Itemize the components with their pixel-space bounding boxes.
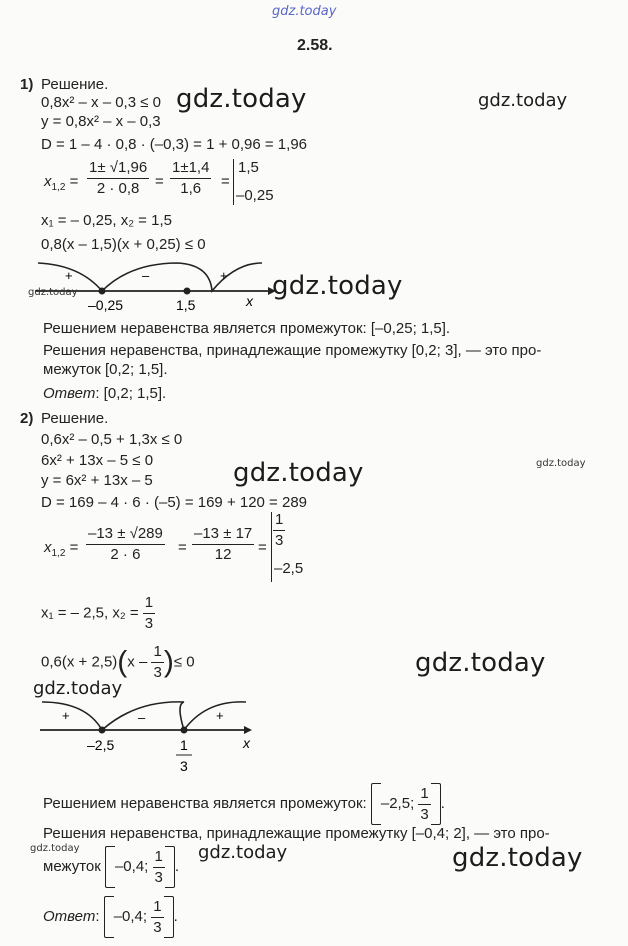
- part1-function: y = 0,8x² – x – 0,3: [41, 113, 161, 130]
- part2-solution-label: Решение.: [41, 410, 109, 427]
- part2-axis-arrow: [244, 726, 252, 734]
- part2-solution-line: Решением неравенства является промежуток: –2,5; $\frac{1}{3}$ .: [43, 783, 445, 825]
- part2-number-line: [36, 692, 266, 780]
- part2-subset-line-2: межуток –0,4; $\frac{1}{3}$ .: [43, 846, 179, 888]
- part1-number-line: [30, 255, 280, 313]
- part1-sign-2: –: [142, 268, 150, 283]
- part2-point-b-num: 1: [180, 737, 188, 753]
- part2-subset-line-1: Решения неравенства, принадлежащие промежутку [–0,4; 2], — это про-: [43, 825, 550, 842]
- part2-inequality-2: 6x² + 13x – 5 ≤ 0: [41, 452, 154, 469]
- part2-answer: Ответ: –0,4; $\frac{1}{3}$ .: [43, 896, 178, 938]
- part2-equals: =: [178, 539, 187, 556]
- part1-solution-label: Решение.: [41, 76, 109, 93]
- watermark-1: gdz.today: [176, 84, 307, 114]
- part1-sign-1: +: [65, 268, 73, 283]
- watermark-5: gdz.today: [233, 458, 364, 488]
- part2-fraction-1: $\frac{-13 \pm √289}{2 \cdot 6}$: [88, 525, 163, 563]
- part1-x12: $x_{1,2}$ =: [44, 173, 79, 193]
- part1-solution-line: Решением неравенства является промежуток: [–0,25; 1,5].: [43, 320, 451, 337]
- part1-root-a: 1,5: [238, 159, 259, 176]
- part2-axis-var: x: [243, 735, 250, 751]
- part2-x12: $x_{1,2}$ =: [44, 539, 79, 559]
- part1-root-b: –0,25: [236, 187, 274, 204]
- part2-root-b: –2,5: [274, 560, 304, 577]
- part2-discriminant: D = 169 – 4 · 6 · (–5) = 169 + 120 = 289: [41, 494, 308, 511]
- part1-point-b: [184, 288, 191, 295]
- part2-function: y = 6x² + 13x – 5: [41, 472, 153, 489]
- watermark-4: gdz.today: [28, 287, 78, 298]
- part2-point-b-den: 3: [180, 758, 188, 774]
- part1-equals: =: [155, 173, 164, 190]
- part2-number: 2): [20, 410, 34, 427]
- part1-subset-line-2: межуток [0,2; 1,5].: [43, 361, 168, 378]
- watermark-3: gdz.today: [272, 271, 403, 301]
- part1-point-a: [99, 288, 106, 295]
- part2-factored: 0,6(x + 2,5)(x – $\frac{1}{3}$ )≤ 0: [41, 643, 195, 681]
- part1-number: 1): [20, 76, 34, 93]
- part2-roots: x₁ = – 2,5, x₂ = $\frac{1}{3}$: [41, 594, 154, 632]
- watermark-10: gdz.today: [198, 842, 288, 863]
- part1-fraction-1: $\frac{1\pm √1,96}{2 \cdot 0,8}$: [89, 159, 148, 197]
- exercise-title: 2.58.: [297, 37, 333, 54]
- part2-point-a: [99, 727, 106, 734]
- part1-equals-2: =: [221, 173, 230, 190]
- part1-sign-3: +: [220, 268, 228, 283]
- part2-sign-3: +: [216, 708, 224, 723]
- part1-inequality: 0,8x² – x – 0,3 ≤ 0: [41, 94, 161, 111]
- part1-root-brace: [233, 159, 234, 205]
- part1-discriminant: D = 1 – 4 · 0,8 · (–0,3) = 1 + 0,96 = 1,96: [41, 136, 308, 153]
- part1-answer: Ответ: [0,2; 1,5].: [43, 385, 167, 402]
- part2-equals-2: =: [258, 539, 267, 556]
- part2-sign-1: +: [62, 708, 70, 723]
- part2-root-brace: [271, 512, 272, 582]
- part1-subset-line-1: Решения неравенства, принадлежащие промежутку [0,2; 3], — это про-: [43, 342, 542, 359]
- watermark-top: gdz.today: [272, 4, 337, 19]
- part2-sign-2: –: [138, 710, 146, 725]
- part1-factored: 0,8(x – 1,5)(x + 0,25) ≤ 0: [41, 236, 206, 253]
- part1-fraction-2: $\frac{1\pm 1,4}{1,6}$: [172, 159, 210, 197]
- watermark-2: gdz.today: [478, 90, 568, 111]
- part2-point-a-label: –2,5: [87, 737, 115, 753]
- watermark-9: gdz.today: [30, 843, 80, 854]
- part2-root-a: $\frac{1}{3}$: [275, 511, 284, 549]
- part1-roots: x₁ = – 0,25, x₂ = 1,5: [41, 212, 172, 229]
- part1-point-b-label: 1,5: [176, 297, 196, 313]
- part2-point-b: [181, 727, 188, 734]
- part2-inequality-1: 0,6x² – 0,5 + 1,3x ≤ 0: [41, 431, 183, 448]
- part2-fraction-2: $\frac{-13 \pm 17}{12}$: [194, 525, 253, 563]
- watermark-8: gdz.today: [33, 678, 123, 699]
- watermark-6: gdz.today: [536, 458, 586, 469]
- watermark-11: gdz.today: [452, 843, 583, 873]
- part1-axis-var: x: [246, 293, 253, 309]
- part1-point-a-label: –0,25: [88, 297, 124, 313]
- watermark-7: gdz.today: [415, 648, 546, 678]
